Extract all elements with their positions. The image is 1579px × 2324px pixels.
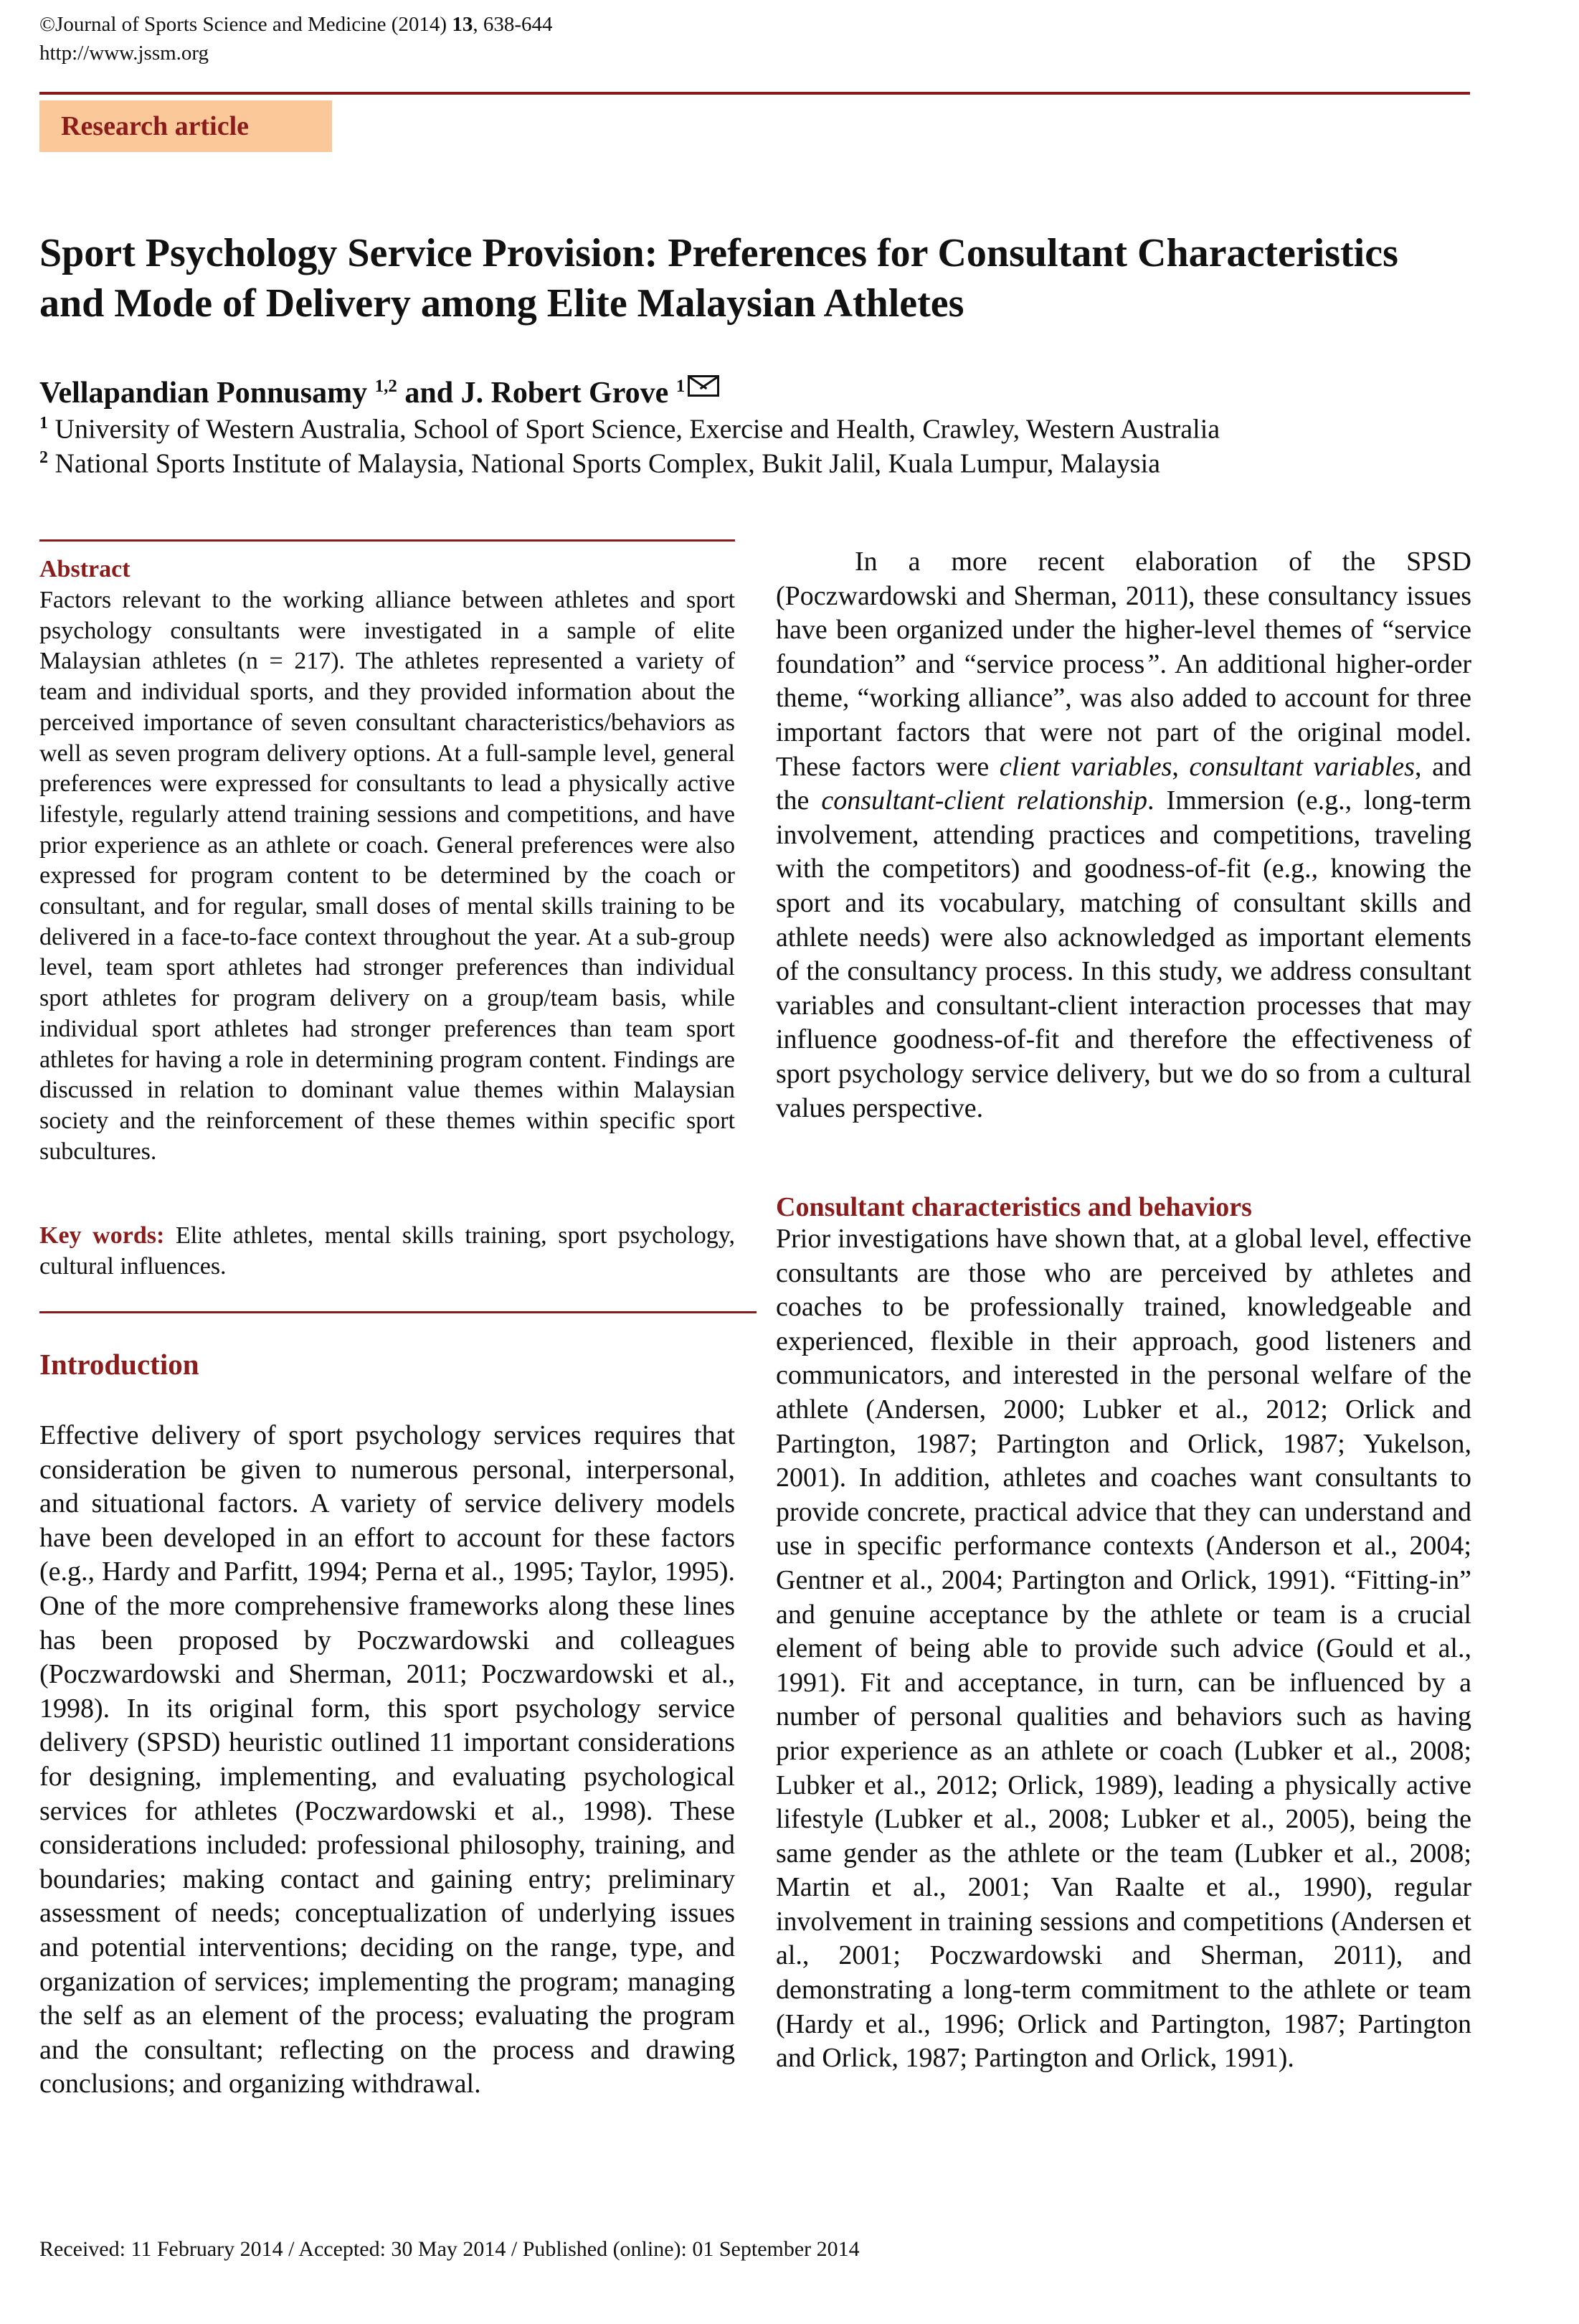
header-rule <box>39 92 1470 95</box>
article-title: Sport Psychology Service Provision: Preferences for Consultant Characteristics and Mode of Delivery among Elite Malaysian Athletes <box>39 231 1398 326</box>
abstract-bottom-rule <box>39 1311 757 1313</box>
right-paragraph-1: In a more recent elaboration of the SPSD (Poczwardowski and Sherman, 2011), these consultancy issues have been organized under the higher-level themes of “service foundation” and “service process”. An additional higher-order theme, “working alliance”, was also added to account for three important factors that were not part of the original model. These factors were client variables, consultant variables, and the consultant-client relationship. Immersion (e.g., long-term involvement, attending practices and competitions, traveling with the competitors) and goodness-of-fit (e.g., knowing the sport and its vocabulary, matching of consultant skills and athlete needs) were also acknowledged as important elements of the consultancy process. In this study, we address consultant variables and consultant-client interaction processes that may influence goodness-of-fit and therefore the effectiveness of sport psychology service delivery, but we do so from a cultural values perspective. <box>776 547 1471 1123</box>
affiliation-2: $^2$ National Sports Institute of Malaysia, National Sports Complex, Bukit Jalil, Kuala Lumpur, Malaysia <box>39 448 1160 479</box>
affiliation-1: $^1$ University of Western Australia, School of Sport Science, Exercise and Health, Crawley, Western Australia <box>39 414 1220 445</box>
abstract-top-rule <box>39 539 735 542</box>
abstract-text: Factors relevant to the working alliance between athletes and sport psychology consultants were investigated in a sample of elite Malaysian athletes (n = 217). The athletes represented a variety of team and individual sports, and they provided information about the perceived importance of seven consultant characteristics/behaviors as well as seven program delivery options. At a full-sample level, general preferences were expressed for consultants to lead a physically active lifestyle, regularly attend training sessions and competitions, and have prior experience as an athlete or coach. General preferences were also expressed for program content to be determined by the coach or consultant, and for regular, small doses of mental skills training to be delivered in a face-to-face context throughout the year. At a sub-group level, team sport athletes had stronger preferences than individual sport athletes for program delivery on a group/team basis, while individual sport athletes had stronger preferences than team sport athletes for having a role in determining program content. Findings are discussed in relation to dominant value themes within Malaysian society and the reinforcement of these themes within specific sport subcultures. <box>39 587 735 1165</box>
consultant-section-text: Prior investigations have shown that, at a global level, effective consultants are those who are perceived by athletes and coaches to be professionally trained, knowledgeable and experienced, flexible in their approach, good listeners and communicators, and interested in the personal welfare of the athlete (Andersen, 2000; Lubker et al., 2012; Orlick and Partington, 1987; Partington and Orlick, 1987; Yukelson, 2001). In addition, athletes and coaches want consultants to provide concrete, practical advice that they can understand and use in specific performance contexts (Anderson et al., 2004; Gentner et al., 2004; Partington and Orlick, 1991). “Fitting-in” and genuine acceptance by the athlete or team is a crucial element of being able to provide such advice (Gould et al., 1991). Fit and acceptance, in turn, can be influenced by a number of personal qualities and behaviors such as having prior experience as an athlete or coach (Lubker et al., 2008; Lubker et al., 2012; Orlick, 1989), leading a physically active lifestyle (Lubker et al., 2008; Lubker et al., 2005), being the same gender as the athlete or the team (Lubker et al., 2008; Martin et al., 2001; Van Raalte et al., 1990), regular involvement in training sessions and competitions (Andersen et al., 2001; Poczwardowski and Sherman, 2011), and demonstrating a long-term commitment to the athlete or team (Hardy et al., 1996; Orlick and Partington, 1987; Partington and Orlick, 1987; Partington and Orlick, 1991). <box>776 1224 1471 2074</box>
journal-url[interactable]: http://www.jssm.org <box>39 42 209 65</box>
introduction-text: Effective delivery of sport psychology services requires that consideration be given to numerous personal, interpersonal, and situational factors. A variety of service delivery models have been developed in an effort to account for these factors (e.g., Hardy and Parfitt, 1994; Perna et al., 1995; Taylor, 1995). One of the more comprehensive frameworks along these lines has been proposed by Poczwardowski and colleagues (Poczwardowski and Sherman, 2011; Poczwardowski et al., 1998). In its original form, this sport psychology service delivery (SPSD) heuristic outlined 11 important considerations for designing, implementing, and evaluating psychological services for athletes (Poczwardowski et al., 1998). These considerations included: professional philosophy, training, and boundaries; making contact and gaining entry; preliminary assessment of needs; conceptualization of underlying issues and potential interventions; deciding on the range, type, and organization of services; implementing the program; managing the self as an element of the process; evaluating the program and the consultant; reflecting on the process and drawing conclusions; and organizing withdrawal. <box>39 1420 735 2099</box>
keywords: Key words: Elite athletes, mental skills training, sport psychology, cultural influences. <box>39 1222 735 1280</box>
abstract-block <box>39 554 735 1167</box>
abstract-heading: Abstract <box>39 556 131 582</box>
introduction-heading: Introduction <box>39 1348 199 1381</box>
journal-citation: ©Journal of Sports Science and Medicine (2014) 13, 638-644 <box>39 13 553 36</box>
email-icon[interactable] <box>688 375 719 397</box>
journal-header <box>39 10 553 67</box>
author-list: Vellapandian Ponnusamy $^{1,2}$ and J. Robert Grove $^1$ <box>39 367 719 412</box>
article-type-badge: Research article <box>39 100 332 152</box>
received-dates: Received: 11 February 2014 / Accepted: 30 May 2014 / Published (online): 01 September 2014 <box>39 2237 860 2261</box>
consultant-section-heading: Consultant characteristics and behaviors <box>776 1192 1252 1222</box>
